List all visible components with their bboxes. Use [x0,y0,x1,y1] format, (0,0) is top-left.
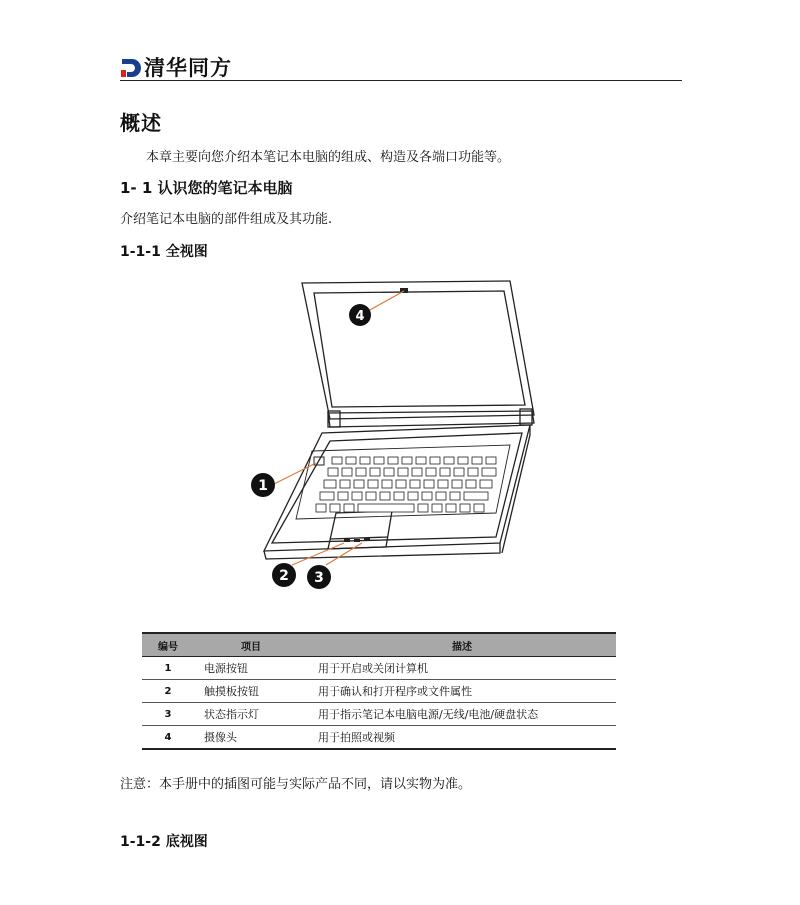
table-row [142,680,616,703]
illustration-note: 注意：本手册中的插图可能与实际产品不同，请以实物为准。 [120,777,472,792]
table-row [142,657,616,680]
section-1-1-title: 1- 1 认识您的笔记本电脑 [120,179,293,197]
section-1-1-desc: 介绍笔记本电脑的部件组成及其功能. [120,212,333,227]
table-row [142,726,616,750]
section-1-1-2-title: 1-1-2 底视图 [120,834,208,850]
callout-2 [272,563,296,587]
logo-text: 清华同方 [144,56,232,80]
callout-4-label: 4 [355,309,365,324]
header-rule [120,80,682,81]
callout-1-label: 1 [258,478,268,494]
row-item: 电源按钮 [194,657,308,680]
overview-title: 概述 [120,111,162,135]
callout-3 [307,565,331,589]
table-row [142,703,616,726]
row-desc: 用于开启或关闭计算机 [308,657,616,680]
table-header-row [142,633,616,657]
callout-4 [349,304,371,326]
col-header-item: 项目 [194,633,308,657]
row-item: 摄像头 [194,726,308,750]
callout-3-label: 3 [314,570,324,586]
row-no: 1 [142,657,194,680]
parts-table [142,632,616,750]
tongfang-logo-icon [120,57,142,79]
row-desc: 用于指示笔记本电脑电源/无线/电池/硬盘状态 [308,703,616,726]
overview-intro: 本章主要向您介绍本笔记本电脑的组成、构造及各端口功能等。 [146,150,511,165]
row-desc: 用于确认和打开程序或文件属性 [308,680,616,703]
row-no: 3 [142,703,194,726]
page-header [120,52,682,82]
callout-1 [251,473,275,497]
callout-2-label: 2 [279,568,289,584]
col-header-no: 编号 [142,633,194,657]
section-1-1-1-title: 1-1-1 全视图 [120,244,208,260]
row-item: 触摸板按钮 [194,680,308,703]
col-header-desc: 描述 [308,633,616,657]
row-no: 4 [142,726,194,750]
row-item: 状态指示灯 [194,703,308,726]
row-no: 2 [142,680,194,703]
row-desc: 用于拍照或视频 [308,726,616,750]
laptop-illustration [240,275,550,595]
